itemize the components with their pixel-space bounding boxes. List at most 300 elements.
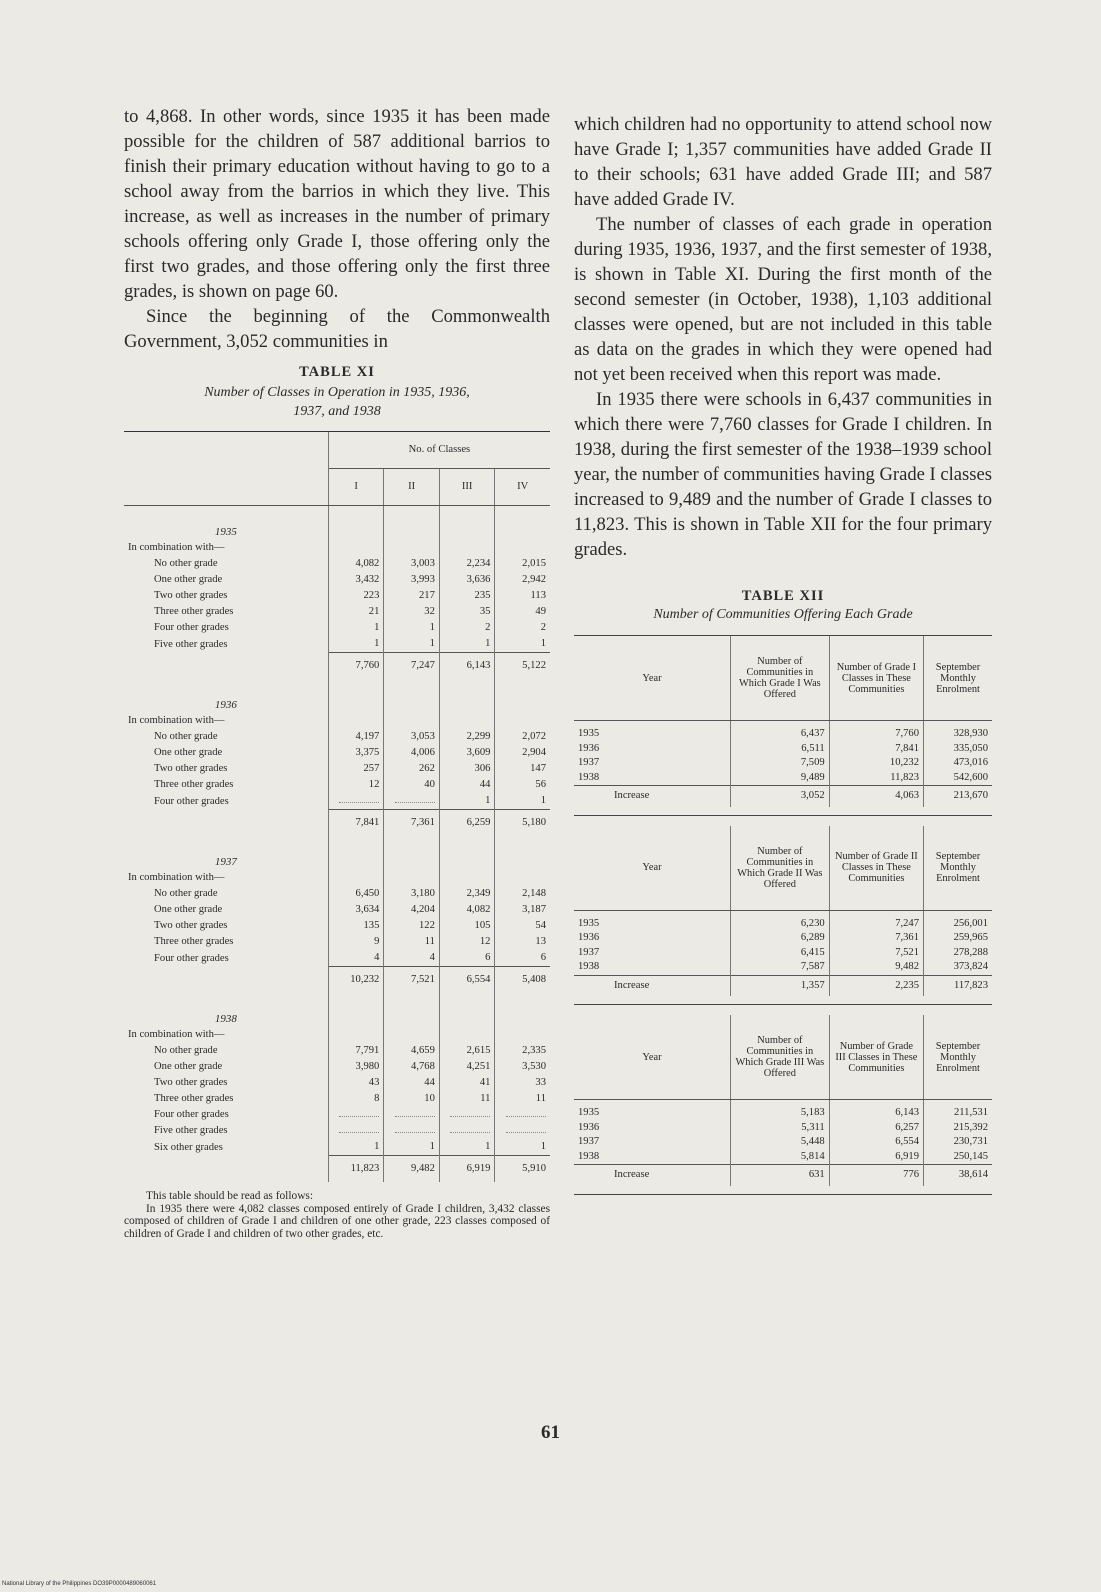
- total-cell: 5,180: [495, 810, 550, 837]
- table-row: [124, 761, 550, 777]
- table-cell: 4: [384, 950, 440, 967]
- year-label: 1936: [214, 699, 237, 711]
- table-column-group-header: No. of Classes: [328, 432, 550, 469]
- empty-cell: [439, 870, 495, 886]
- row-label: Five other grades: [154, 638, 228, 650]
- total-cell: 11,823: [328, 1156, 384, 1183]
- empty-cell: [328, 713, 384, 729]
- table-cell: 2,015: [495, 556, 550, 572]
- table-cell: 12: [439, 934, 495, 950]
- empty-cell: [439, 506, 495, 541]
- table-cell: [328, 793, 384, 810]
- table-cell: 7,760: [829, 727, 923, 742]
- table-cell: 147: [495, 761, 550, 777]
- row-label: Two other grades: [154, 1077, 228, 1088]
- table-cell: 215,392: [924, 1121, 992, 1136]
- page-number: 61: [541, 1422, 560, 1443]
- row-label: Two other grades: [154, 920, 228, 931]
- table-cell: 9,482: [829, 960, 923, 975]
- table-cell: 250,145: [924, 1150, 992, 1165]
- year-header: Year: [574, 1015, 731, 1100]
- empty-cell: [384, 540, 440, 556]
- table-cell: 3,980: [328, 1059, 384, 1075]
- column-header: September Monthly Enrolment: [924, 636, 992, 721]
- empty-cell: [495, 679, 550, 713]
- empty-cell: [495, 540, 550, 556]
- row-label: One other grade: [154, 747, 223, 758]
- empty-cell: [439, 540, 495, 556]
- year-cell: 1938: [578, 771, 600, 783]
- table-cell: 230,731: [924, 1135, 992, 1150]
- empty-cell: [384, 993, 440, 1027]
- table-cell: [439, 1123, 495, 1139]
- table-cell: 4,204: [384, 902, 440, 918]
- table-cell: 335,050: [924, 742, 992, 757]
- table-cell: 1: [384, 1139, 440, 1156]
- table-row: [124, 777, 550, 793]
- table-cell: 1: [328, 636, 384, 653]
- paragraph: to 4,868. In other words, since 1935 it has been made possible for the children of 587 additional barrios to finish their primary education without having to go to a school away from the barrios in which they live. This increase, as well as increases in the number of primary schools offering only Grade I, those offering only the first two grades, and those offering only the first three grades, is shown on page 60.: [124, 106, 550, 302]
- increase-row: [574, 786, 992, 807]
- table-row: [124, 793, 550, 810]
- table-row: [124, 1139, 550, 1156]
- empty-cell: [439, 679, 495, 713]
- row-label: Four other grades: [154, 1109, 229, 1120]
- year-cell: 1936: [578, 742, 600, 754]
- table-cell: 49: [495, 604, 550, 620]
- empty-cell: [439, 713, 495, 729]
- table-row: [574, 1135, 992, 1150]
- table-cell: [384, 1107, 440, 1123]
- empty-cell: [328, 1027, 384, 1043]
- table-cell: 278,288: [924, 946, 992, 961]
- total-row: [124, 967, 550, 994]
- table-cell: 33: [495, 1075, 550, 1091]
- table-cell: 5,448: [731, 1135, 830, 1150]
- table-cell: 56: [495, 777, 550, 793]
- table-cell: 4: [328, 950, 384, 967]
- empty-cell: [384, 679, 440, 713]
- combo-row: [124, 870, 550, 886]
- table-cell: 10: [384, 1091, 440, 1107]
- increase-cell: 4,063: [829, 786, 923, 807]
- total-row: [124, 1156, 550, 1183]
- table-cell: 217: [384, 588, 440, 604]
- communities-table-body: [574, 636, 992, 1195]
- table-cell: [328, 1123, 384, 1139]
- year-cell: 1936: [578, 932, 600, 943]
- total-cell: 6,259: [439, 810, 495, 837]
- table-cell: 3,634: [328, 902, 384, 918]
- table-cell: 40: [384, 777, 440, 793]
- table-cell: 259,965: [924, 931, 992, 946]
- table-cell: 13: [495, 934, 550, 950]
- combo-label: In combination with—: [128, 542, 225, 553]
- stub-header: [124, 432, 328, 469]
- increase-cell: 631: [731, 1165, 830, 1186]
- grade-header: I: [328, 469, 384, 506]
- table-row: [124, 620, 550, 636]
- table-cell: 3,993: [384, 572, 440, 588]
- empty-cell: [328, 506, 384, 541]
- grade-header: II: [384, 469, 440, 506]
- empty-cell: [495, 506, 550, 541]
- table-cell: 1: [495, 793, 550, 810]
- table-cell: 4,082: [328, 556, 384, 572]
- table-row: [124, 1043, 550, 1059]
- combo-label: In combination with—: [128, 1029, 225, 1040]
- empty-cell: [384, 713, 440, 729]
- year-cell: 1937: [578, 757, 600, 768]
- table-cell: 7,509: [731, 756, 830, 771]
- empty-cell: [439, 836, 495, 870]
- footer-watermark: National Library of the Philippines DO39P0000489060061: [2, 1581, 157, 1587]
- table-row: [574, 771, 992, 786]
- table-subtitle-line: 1937, and 1938: [293, 404, 381, 419]
- table-cell: 2,335: [495, 1043, 550, 1059]
- empty-cell: [328, 870, 384, 886]
- column-header: Number of Communities in Which Grade III Was Offered: [731, 1015, 830, 1100]
- table-row: [124, 556, 550, 572]
- table-cell: 3,180: [384, 886, 440, 902]
- table-cell: 3,053: [384, 729, 440, 745]
- paragraph: The number of classes of each grade in operation during 1935, 1936, 1937, and the first semester of 1938, is shown in Table XI. During the first month of the second semester (in October, 1938), 1,103 additional classes were opened, but are not included in this table as data on the grades in which they were opened had not yet been received when this report was made.: [574, 214, 992, 385]
- table-cell: 10,232: [829, 756, 923, 771]
- table-cell: 7,841: [829, 742, 923, 757]
- total-cell: 7,361: [384, 810, 440, 837]
- separator-cell: [574, 996, 992, 1005]
- table-row: [574, 946, 992, 961]
- table-cell: 6: [439, 950, 495, 967]
- note-line: This table should be read as follows:: [146, 1190, 314, 1202]
- table-row: [574, 756, 992, 771]
- total-cell: 7,841: [328, 810, 384, 837]
- table-cell: 4,197: [328, 729, 384, 745]
- increase-row: [574, 1165, 992, 1186]
- note-line: In 1935 there were 4,082 classes composed entirely of Grade I children, 3,432 classes composed of children of Grade I and children of one other grade, 223 classes composed of children of Grade I and children of two other grades, etc.: [124, 1202, 550, 1240]
- total-row: [124, 810, 550, 837]
- table-cell: 1: [328, 1139, 384, 1156]
- table-cell: 6,143: [829, 1106, 923, 1121]
- separator-cell: [574, 1186, 992, 1195]
- separator-cell: [574, 807, 992, 816]
- row-label: No other grade: [154, 558, 218, 569]
- year-cell: 1937: [578, 1136, 600, 1147]
- paragraph: which children had no opportunity to attend school now have Grade I; 1,357 communities have added Grade II to their schools; 631 have added Grade III; and 587 have added Grade IV.: [574, 114, 992, 210]
- table-row: [124, 745, 550, 761]
- block-separator: [574, 996, 992, 1005]
- increase-cell: 117,823: [924, 975, 992, 996]
- row-label: Three other grades: [154, 936, 234, 947]
- table-cell: 6,437: [731, 727, 830, 742]
- table-cell: 3,609: [439, 745, 495, 761]
- year-cell: 1935: [578, 728, 600, 739]
- table-cell: 2,942: [495, 572, 550, 588]
- right-column: [574, 112, 992, 1195]
- year-label: 1938: [214, 1013, 237, 1025]
- table-row: [124, 636, 550, 653]
- table-cell: 12: [328, 777, 384, 793]
- increase-cell: 38,614: [924, 1165, 992, 1186]
- row-label: Two other grades: [154, 590, 228, 601]
- empty-cell: [384, 506, 440, 541]
- table-cell: 3,375: [328, 745, 384, 761]
- row-label: Four other grades: [154, 952, 229, 964]
- table-cell: 6,230: [731, 917, 830, 932]
- table-cell: 11: [439, 1091, 495, 1107]
- row-label: Four other grades: [154, 622, 229, 633]
- empty-cell: [328, 679, 384, 713]
- classes-table-body: [124, 506, 550, 1183]
- table-cell: 11: [495, 1091, 550, 1107]
- year-header: Year: [574, 636, 731, 721]
- row-label: No other grade: [154, 1045, 218, 1056]
- table-cell: 328,930: [924, 727, 992, 742]
- column-header: Number of Grade III Classes in These Communities: [829, 1015, 923, 1100]
- year-cell: 1937: [578, 946, 600, 958]
- table-cell: 1: [439, 793, 495, 810]
- increase-label: Increase: [574, 975, 731, 996]
- table-cell: 3,187: [495, 902, 550, 918]
- table-row: [124, 934, 550, 950]
- increase-cell: 1,357: [731, 975, 830, 996]
- table-cell: 6,919: [829, 1150, 923, 1165]
- table-cell: 1: [495, 1139, 550, 1156]
- table-cell: 7,791: [328, 1043, 384, 1059]
- table-cell: 2,904: [495, 745, 550, 761]
- grade-header: III: [439, 469, 495, 506]
- year-cell: 1936: [578, 1121, 600, 1133]
- table-cell: 5,183: [731, 1106, 830, 1121]
- column-header: September Monthly Enrolment: [924, 1015, 992, 1100]
- table-cell: 6,450: [328, 886, 384, 902]
- header-row: [574, 636, 992, 721]
- table-cell: 4,006: [384, 745, 440, 761]
- total-cell: 6,919: [439, 1156, 495, 1183]
- empty-cell: [495, 713, 550, 729]
- empty-cell: [384, 836, 440, 870]
- empty-cell: [439, 993, 495, 1027]
- row-label: No other grade: [154, 888, 218, 899]
- table-cell: 257: [328, 761, 384, 777]
- table-row: [124, 918, 550, 934]
- combo-label: In combination with—: [128, 715, 225, 726]
- table-row: [124, 588, 550, 604]
- year-label: 1935: [214, 526, 237, 538]
- row-label: One other grade: [154, 904, 223, 915]
- table-cell: 41: [439, 1075, 495, 1091]
- table-row: [124, 1059, 550, 1075]
- year-header: Year: [574, 826, 731, 911]
- table-cell: 7,247: [829, 917, 923, 932]
- table-cell: 2,072: [495, 729, 550, 745]
- table-cell: 373,824: [924, 960, 992, 975]
- column-header: September Monthly Enrolment: [924, 826, 992, 911]
- table-cell: 3,530: [495, 1059, 550, 1075]
- table-row: [574, 727, 992, 742]
- table-cell: 2,615: [439, 1043, 495, 1059]
- table-cell: 44: [384, 1075, 440, 1091]
- table-cell: [495, 1123, 550, 1139]
- table-cell: 6: [495, 950, 550, 967]
- table-cell: 306: [439, 761, 495, 777]
- table-cell: [384, 793, 440, 810]
- empty-cell: [328, 836, 384, 870]
- table-cell: 3,432: [328, 572, 384, 588]
- increase-label: Increase: [574, 1165, 731, 1186]
- table-row: [124, 902, 550, 918]
- empty-cell: [439, 1027, 495, 1043]
- total-label-cell: [124, 810, 328, 837]
- row-label: One other grade: [154, 1061, 223, 1072]
- gap-cell: [574, 815, 992, 826]
- table-row: [124, 1091, 550, 1107]
- year-cell: 1935: [578, 917, 600, 929]
- table-row: [574, 742, 992, 757]
- year-row: [124, 836, 550, 870]
- table-row: [124, 729, 550, 745]
- table-cell: 473,016: [924, 756, 992, 771]
- column-header: Number of Communities in Which Grade I Was Offered: [731, 636, 830, 721]
- table-row: [574, 960, 992, 975]
- row-label: Three other grades: [154, 1093, 234, 1104]
- year-row: [124, 679, 550, 713]
- empty-cell: [328, 993, 384, 1027]
- year-label: 1937: [214, 856, 237, 868]
- table-cell: 4,251: [439, 1059, 495, 1075]
- table-title: TABLE XI: [299, 364, 375, 380]
- combo-row: [124, 713, 550, 729]
- total-cell: 7,521: [384, 967, 440, 994]
- row-label: No other grade: [154, 731, 218, 742]
- table-cell: 11,823: [829, 771, 923, 786]
- table-subtitle: Number of Communities Offering Each Grade: [653, 607, 913, 622]
- table-cell: 1: [439, 1139, 495, 1156]
- total-label-cell: [124, 967, 328, 994]
- row-label: Three other grades: [154, 606, 234, 617]
- table-cell: 1: [439, 636, 495, 653]
- table-cell: 7,587: [731, 960, 830, 975]
- table-cell: 43: [328, 1075, 384, 1091]
- table-cell: 211,531: [924, 1106, 992, 1121]
- table-cell: 135: [328, 918, 384, 934]
- table-cell: 256,001: [924, 917, 992, 932]
- table-cell: 11: [384, 934, 440, 950]
- table-row: [124, 1123, 550, 1139]
- row-label: Two other grades: [154, 763, 228, 774]
- table-cell: 1: [328, 620, 384, 636]
- increase-row: [574, 975, 992, 996]
- table-cell: 6,554: [829, 1135, 923, 1150]
- table-cell: 4,659: [384, 1043, 440, 1059]
- table-cell: [439, 1107, 495, 1123]
- total-row: [124, 653, 550, 680]
- table-cell: 1: [384, 620, 440, 636]
- table-cell: [328, 1107, 384, 1123]
- row-label: Five other grades: [154, 1125, 228, 1136]
- increase-cell: 3,052: [731, 786, 830, 807]
- table-cell: 9,489: [731, 771, 830, 786]
- table-end-rule: [574, 1186, 992, 1195]
- empty-cell: [384, 1027, 440, 1043]
- table-cell: 4,768: [384, 1059, 440, 1075]
- total-label-cell: [124, 653, 328, 680]
- table-cell: [384, 1123, 440, 1139]
- table-cell: 4,082: [439, 902, 495, 918]
- table-row: [574, 1121, 992, 1136]
- combo-label: In combination with—: [128, 872, 225, 883]
- increase-cell: 2,235: [829, 975, 923, 996]
- table-cell: 7,521: [829, 946, 923, 961]
- combo-row: [124, 540, 550, 556]
- table-cell: 3,636: [439, 572, 495, 588]
- row-label: Six other grades: [154, 1141, 223, 1153]
- table-row: [574, 1150, 992, 1165]
- empty-cell: [384, 870, 440, 886]
- total-cell: 6,143: [439, 653, 495, 680]
- total-cell: 5,910: [495, 1156, 550, 1183]
- table-cell: 7,361: [829, 931, 923, 946]
- total-cell: 9,482: [384, 1156, 440, 1183]
- empty-cell: [495, 993, 550, 1027]
- header-row: [574, 1015, 992, 1100]
- table-cell: 2,299: [439, 729, 495, 745]
- year-row: [124, 506, 550, 541]
- increase-cell: 776: [829, 1165, 923, 1186]
- classes-table: [124, 431, 550, 1182]
- table-row: [124, 572, 550, 588]
- total-cell: 7,760: [328, 653, 384, 680]
- total-cell: 10,232: [328, 967, 384, 994]
- table-row: [124, 604, 550, 620]
- block-gap: [574, 815, 992, 826]
- grade-header: IV: [495, 469, 550, 506]
- table-row: [124, 1107, 550, 1123]
- stub-header-cell: [124, 469, 328, 506]
- table-cell: 3,003: [384, 556, 440, 572]
- total-cell: 5,408: [495, 967, 550, 994]
- header-row: [574, 826, 992, 911]
- increase-cell: 213,670: [924, 786, 992, 807]
- table-cell: 122: [384, 918, 440, 934]
- gap-cell: [574, 1005, 992, 1016]
- empty-cell: [495, 1027, 550, 1043]
- table-cell: 9: [328, 934, 384, 950]
- paragraph: In 1935 there were schools in 6,437 communities in which there were 7,760 classes for Grade I children. In 1938, during the first semester of the 1938–1939 school year, the number of communities having Grade I classes increased to 9,489 and the number of Grade I classes to 11,823. This is shown in Table XII for the four primary grades.: [574, 389, 992, 560]
- table-row: [574, 1106, 992, 1121]
- table-cell: 2,148: [495, 886, 550, 902]
- table-cell: 1: [495, 636, 550, 653]
- table-cell: 2,234: [439, 556, 495, 572]
- table-cell: 6,257: [829, 1121, 923, 1136]
- table-title: TABLE XII: [741, 588, 825, 604]
- table-cell: 235: [439, 588, 495, 604]
- table-row: [574, 931, 992, 946]
- left-column: [124, 104, 550, 1240]
- empty-cell: [495, 836, 550, 870]
- table-cell: 113: [495, 588, 550, 604]
- table-cell: 54: [495, 918, 550, 934]
- column-header: Number of Grade I Classes in These Communities: [829, 636, 923, 721]
- table-row: [124, 1075, 550, 1091]
- table-cell: 5,814: [731, 1150, 830, 1165]
- year-cell: 1938: [578, 1150, 600, 1162]
- table-cell: 5,311: [731, 1121, 830, 1136]
- column-header: Number of Grade II Classes in These Communities: [829, 826, 923, 911]
- table-cell: 35: [439, 604, 495, 620]
- table-cell: 223: [328, 588, 384, 604]
- table-row: [574, 917, 992, 932]
